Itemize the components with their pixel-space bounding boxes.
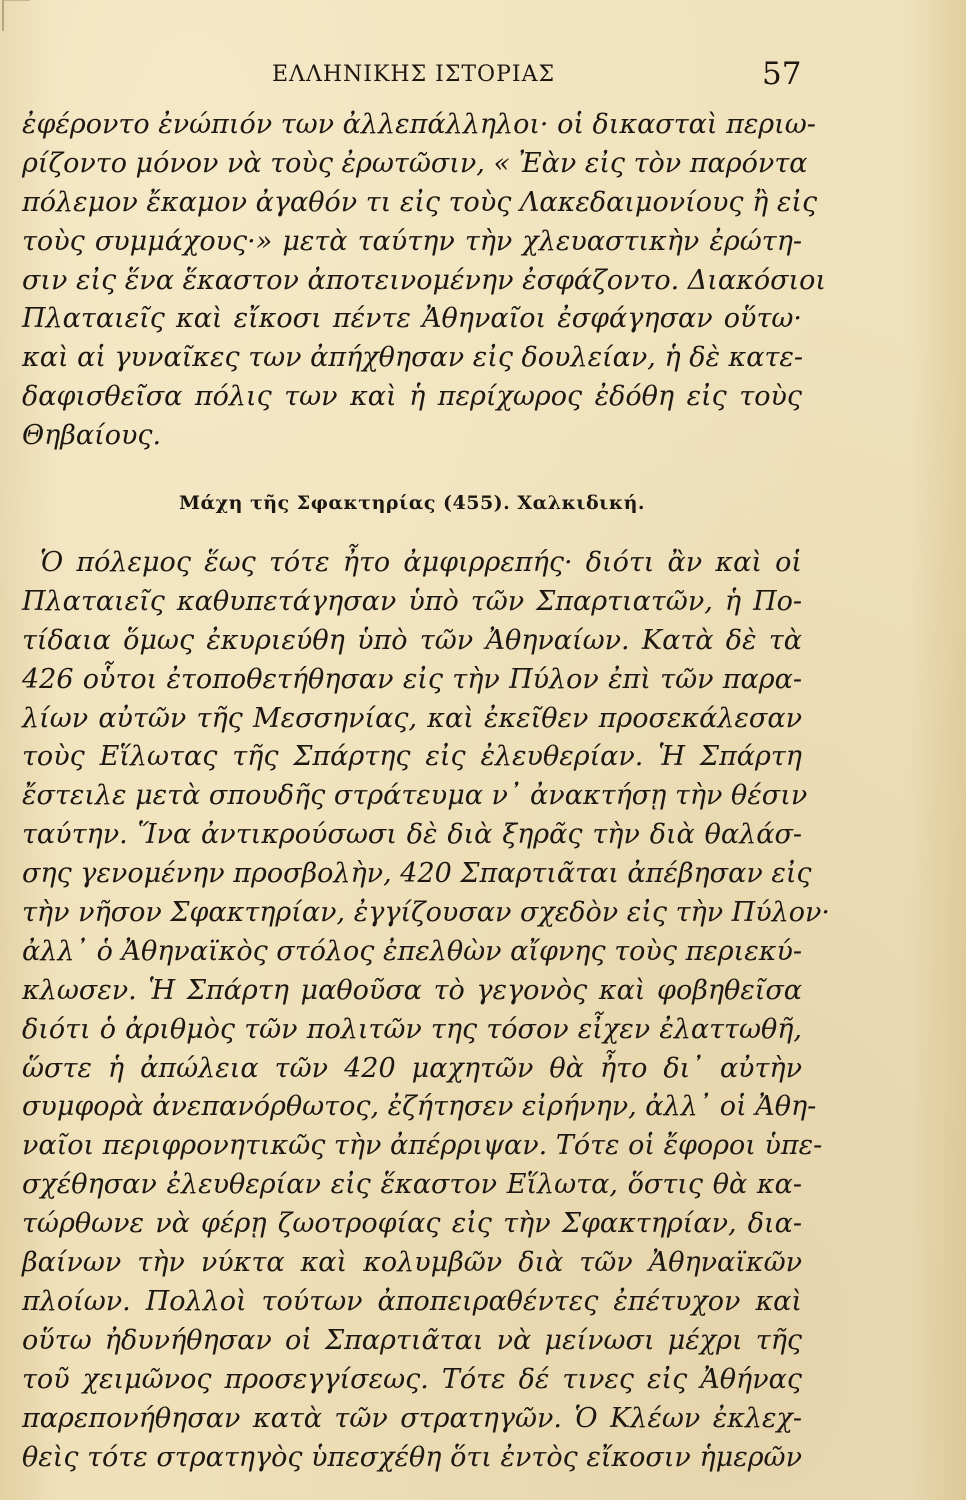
page-number: 57 (762, 56, 802, 92)
text-line: βαίνων τὴν νύκτα καὶ κολυμβῶν διὰ τῶν Ἀθηναϊκῶν (22, 1247, 802, 1279)
text-line: οὕτω ἠδυνήθησαν οἱ Σπαρτιᾶται νὰ μείνωσι μέχρι τῆς (22, 1324, 802, 1356)
text-line: τὴν νῆσον Σφακτηρίαν, ἐγγίζουσαν σχεδὸν εἰς τὴν Πύλον· (22, 897, 831, 929)
text-line: διότι ὁ ἀριθμὸς τῶν πολιτῶν της τόσον εἶχεν ἐλαττωθῆ, (22, 1013, 802, 1045)
text-line: τοὺς συμμάχους·» μετὰ ταύτην τὴν χλευαστικὴν ἐρώτη- (22, 225, 802, 257)
text-line: τώρθωνε νὰ φέρῃ ζωοτροφίας εἰς τὴν Σφακτηρίαν, δια- (22, 1208, 802, 1240)
text-line: 426 οὗτοι ἐτοποθετήθησαν εἰς τὴν Πύλον ἐπὶ τῶν παρα- (22, 663, 802, 695)
body-text (22, 106, 831, 1477)
text-line: συμφορὰ ἀνεπανόρθωτος, ἐζήτησεν εἰρήνην, ἀλλ᾽ οἱ Ἀθη- (22, 1091, 817, 1123)
text-line: σχέθησαν ἐλευθερίαν εἰς ἕκαστον Εἵλωτα, ὅστις θὰ κα- (22, 1169, 802, 1201)
text-line: ταύτην. Ἵνα ἀντικρούσωσι δὲ διὰ ξηρᾶς τὴν διὰ θαλάσ- (22, 819, 802, 851)
text-line: πλοίων. Πολλοὶ τούτων ἀποπειραθέντες ἐπέτυχον καὶ (22, 1285, 802, 1317)
text-line: ἐφέροντο ἐνώπιόν των ἀλλεπάλληλοι· οἱ δικασταὶ περιω- (22, 109, 816, 140)
text-line: σης γενομένην προσβολὴν, 420 Σπαρτιᾶται ἀπέβησαν εἰς (22, 858, 812, 890)
text-line: Πλαταιεῖς καὶ εἴκοσι πέντε Ἀθηναῖοι ἐσφάγησαν οὕτω· (22, 303, 802, 335)
text-line: Ὁ πόλεμος ἕως τότε ἦτο ἀμφιρρεπής· διότι ἂν καὶ οἱ (40, 547, 802, 579)
text-line: ἀλλ᾽ ὁ Ἀθηναϊκὸς στόλος ἐπελθὼν αἴφνης τοὺς περιεκύ- (22, 935, 802, 967)
page-corner-mark (2, 0, 30, 31)
page-header (22, 56, 800, 96)
text-line: τίδαια ὅμως ἐκυριεύθη ὑπὸ τῶν Ἀθηναίων. Κατὰ δὲ τὰ (22, 624, 802, 656)
text-line: δαφισθεῖσα πόλις των καὶ ἡ περίχωρος ἐδόθη εἰς τοὺς (22, 381, 802, 413)
text-line: λίων αὐτῶν τῆς Μεσσηνίας, καὶ ἐκεῖθεν προσεκάλεσαν (22, 702, 802, 734)
section-heading: Μάχη τῆς Σφακτηρίας (455). Χαλκιδική. (178, 492, 646, 515)
text-line: καὶ αἱ γυναῖκες των ἀπήχθησαν εἰς δουλείαν, ἡ δὲ κατε- (22, 342, 804, 374)
text-line: παρεπονήθησαν κατὰ τῶν στρατηγῶν. Ὁ Κλέων ἐκλεχ- (22, 1402, 802, 1434)
paragraph-2 (22, 544, 831, 1477)
text-line: ναῖοι περιφρονητικῶς τὴν ἀπέρριψαν. Τότε οἱ ἔφοροι ὑπε- (22, 1130, 823, 1162)
text-line: Θηβαίους. (22, 420, 162, 452)
text-line: τοῦ χειμῶνος προσεγγίσεως. Τότε δέ τινες εἰς Ἀθήνας (22, 1363, 802, 1395)
text-line: πόλεμον ἔκαμον ἀγαθόν τι εἰς τοὺς Λακεδαιμονίους ἢ εἰς (22, 186, 818, 218)
text-line: ὥστε ἡ ἀπώλεια τῶν 420 μαχητῶν θὰ ἦτο δι᾽ αὐτὴν (22, 1052, 802, 1084)
text-line: θεὶς τότε στρατηγὸς ὑπεσχέθη ὅτι ἐντὸς εἴκοσιν ἡμερῶν (22, 1441, 802, 1473)
text-line: σιν εἰς ἕνα ἕκαστον ἀποτεινομένην ἐσφάζοντο. Διακόσιοι (22, 264, 826, 296)
text-line: ἔστειλε μετὰ σπουδῆς στράτευμα ν᾽ ἀνακτήσῃ τὴν θέσιν (22, 780, 808, 812)
text-line: κλωσεν. Ἡ Σπάρτη μαθοῦσα τὸ γεγονὸς καὶ φοβηθεῖσα (22, 974, 802, 1006)
text-line: Πλαταιεῖς καθυπετάγησαν ὑπὸ τῶν Σπαρτιατῶν, ἡ Πο- (22, 585, 802, 617)
paragraph-1 (22, 106, 826, 456)
text-line: ρίζοντο μόνον νὰ τοὺς ἐρωτῶσιν, « Ἐὰν εἰς τὸν παρόντα (22, 147, 808, 179)
running-head: ΕΛΛΗΝΙΚΗΣ ΙΣΤΟΡΙΑΣ (272, 62, 556, 87)
text-line: τοὺς Εἵλωτας τῆς Σπάρτης εἰς ἐλευθερίαν. Ἡ Σπάρτη (22, 741, 802, 773)
